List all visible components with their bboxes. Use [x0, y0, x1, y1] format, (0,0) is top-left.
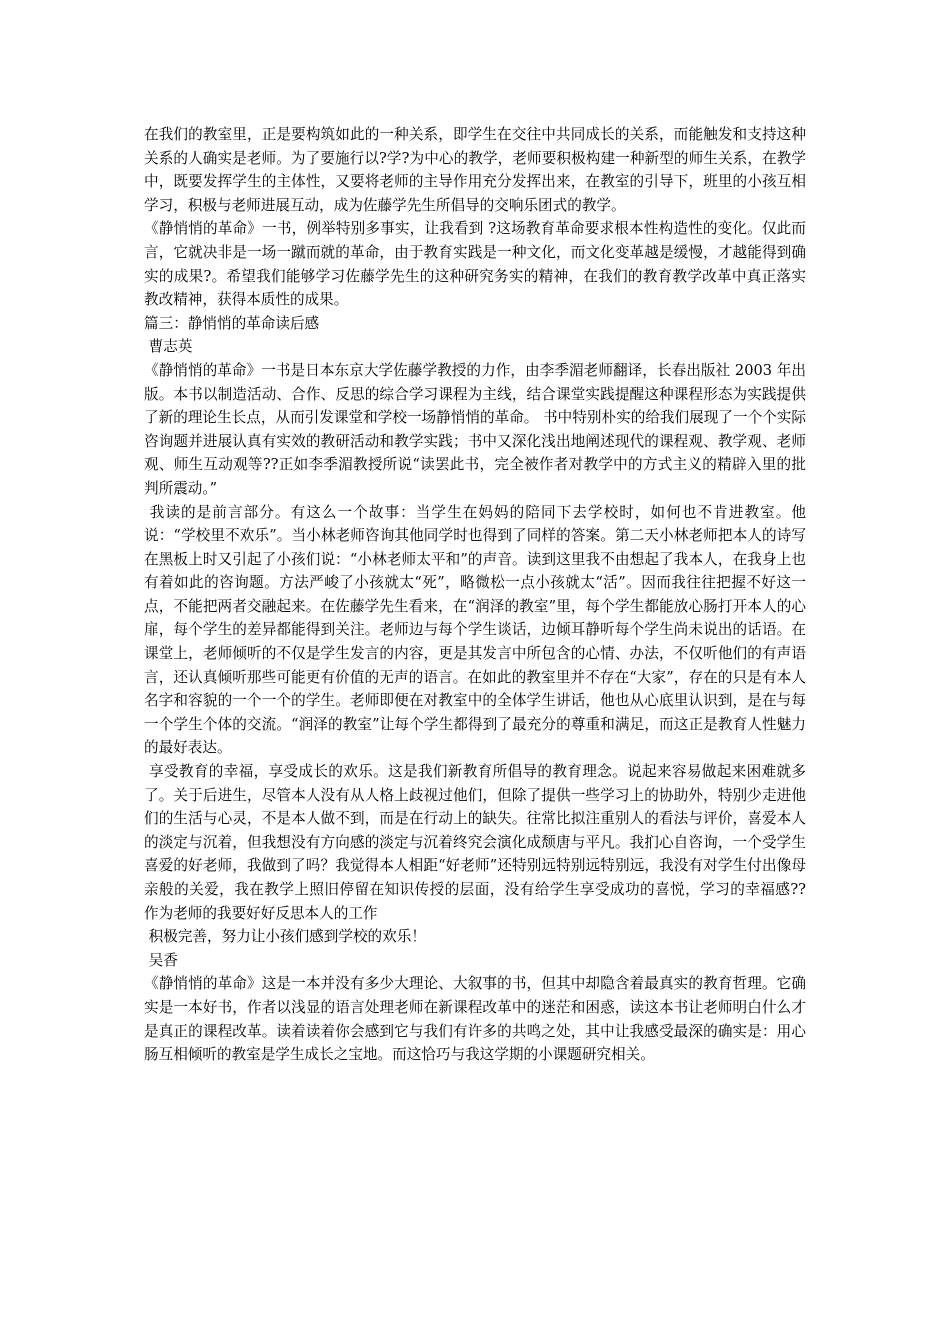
- paragraph-happiness: 享受教育的幸福，享受成长的欢乐。这是我们新教育所倡导的教育理念。说起来容易做起来困难就多了。关于后进生，尽管本人没有从人格上歧视过他们，但除了提供一些学习上的协助外，特别少走进他们的生活与心灵，不是本人做不到，而是在行动上的缺失。往常比拟注重别人的看法与评价，喜爱本人的淡定与沉着，但我想没有方向感的淡定与沉着终究会演化成颓唐与平凡。我扪心自咨询，一个受学生喜爱的好老师，我做到了吗？我觉得本人相距“好老师”还特别远特别远特别远，我没有对学生付出像母亲般的关爱，我在教学上照旧停留在知识传授的层面，没有给学生享受成功的喜悦，学习的幸福感?? 作为老师的我要好好反思本人的工作: [144, 763, 811, 922]
- paragraph-wu-review: 《静悄悄的革命》这是一本并没有多少大理论、大叙事的书，但其中却隐含着最真实的教育哲理。它确实是一本好书，作者以浅显的语言处理老师在新课程改革中的迷茫和困惑，读这本书让老师明白什么才是真正的课程改革。读着读着你会感到它与我们有许多的共鸣之处，其中让我感受最深的确实是：用心肠互相倾听的教室是学生成长之宝地。而这恰巧与我这学期的小课题研究相关。: [144, 975, 806, 1064]
- paragraph-preface: 我读的是前言部分。有这么一个故事：当学生在妈妈的陪同下去学校时，如何也不肯进教室。他说：“学校里不欢乐”。当小林老师咨询其他同学时也得到了同样的答案。第二天小林老师把本人的诗写在黑板上时又引起了小孩们说：“小林老师太平和”的声音。读到这里我不由想起了我本人，在我身上也有着如此的咨询题。方法严峻了小孩就太“死”，略微松一点小孩就太“活”。因而我往往把握不好这一点，不能把两者交融起来。在佐藤学先生看来，在“润泽的教室”里，每个学生都能放心肠打开本人的心扉，每个学生的差异都能得到关注。老师边与每个学生谈话，边倾耳静听每个学生尚未说出的话语。在课堂上，老师倾听的不仅是学生发言的内容，更是其发言中所包含的心情、办法，不仅听他们的有声语言，还认真倾听那些可能更有价值的无声的语言。在如此的教室里并不存在“大家”，存在的只是有本人名字和容貌的一个一个的学生。老师即便在对教室中的全体学生讲话，他也从心底里认识到，是在与每一个学生个体的交流。“润泽的教室”让每个学生都得到了最充分的尊重和满足，而这正是教育人性魅力的最好表达。: [144, 503, 806, 757]
- paragraph-conclusion: 积极完善，努力让小孩们感到学校的欢乐！: [144, 928, 426, 946]
- author-name-cao: 曹志英: [144, 338, 193, 356]
- paragraph-book-summary: 《静悄悄的革命》一书，例举特别多事实，让我看到 ?这场教育革命要求根本性构造性的变化。仅此而言，它就决非是一场一蹴而就的革命，由于教育实践是一种文化，而文化变革越是缓慢，才越能得到确实的成果?。希望我们能够学习佐藤学先生的这种研究务实的精神，在我们的教育教学改革中真正落实教改精神，获得本质性的成果。: [144, 220, 806, 309]
- document-page: [144, 123, 811, 1067]
- section-heading: 篇三：静悄悄的革命读后感: [144, 314, 320, 332]
- paragraph-relationship: 在我们的教室里，正是要构筑如此的一种关系，即学生在交往中共同成长的关系，而能触发和支持这种关系的人确实是老师。为了要施行以?学?为中心的教学，老师要积极构建一种新型的师生关系，在教学中，既要发挥学生的主体性，又要将老师的主导作用充分发挥出来，在教室的引导下，班里的小孩互相学习，积极与老师进展互动，成为佐藤学先生所倡导的交响乐团式的教学。: [144, 126, 806, 214]
- author-name-wu: 吴香: [144, 951, 178, 969]
- paragraph-book-intro: 《静悄悄的革命》一书是日本东京大学佐藤学教授的力作，由李季湄老师翻译，长春出版社 2003 年出版。本书以制造活动、合作、反思的综合学习课程为主线，结合课堂实践提醒这种课程形态为实践提供了新的理论生长点，从而引发课堂和学校一场静悄悄的革命。 书中特别朴实的给我们展现了一个个实际咨询题并进展认真有实效的教研活动和教学实践；书中又深化浅出地阐述现代的课程观、教学观、老师观、师生互动观等??正如李季湄教授所说“读罢此书，完全被作者对教学中的方式主义的精辟入里的批判所震动。”: [144, 361, 806, 497]
